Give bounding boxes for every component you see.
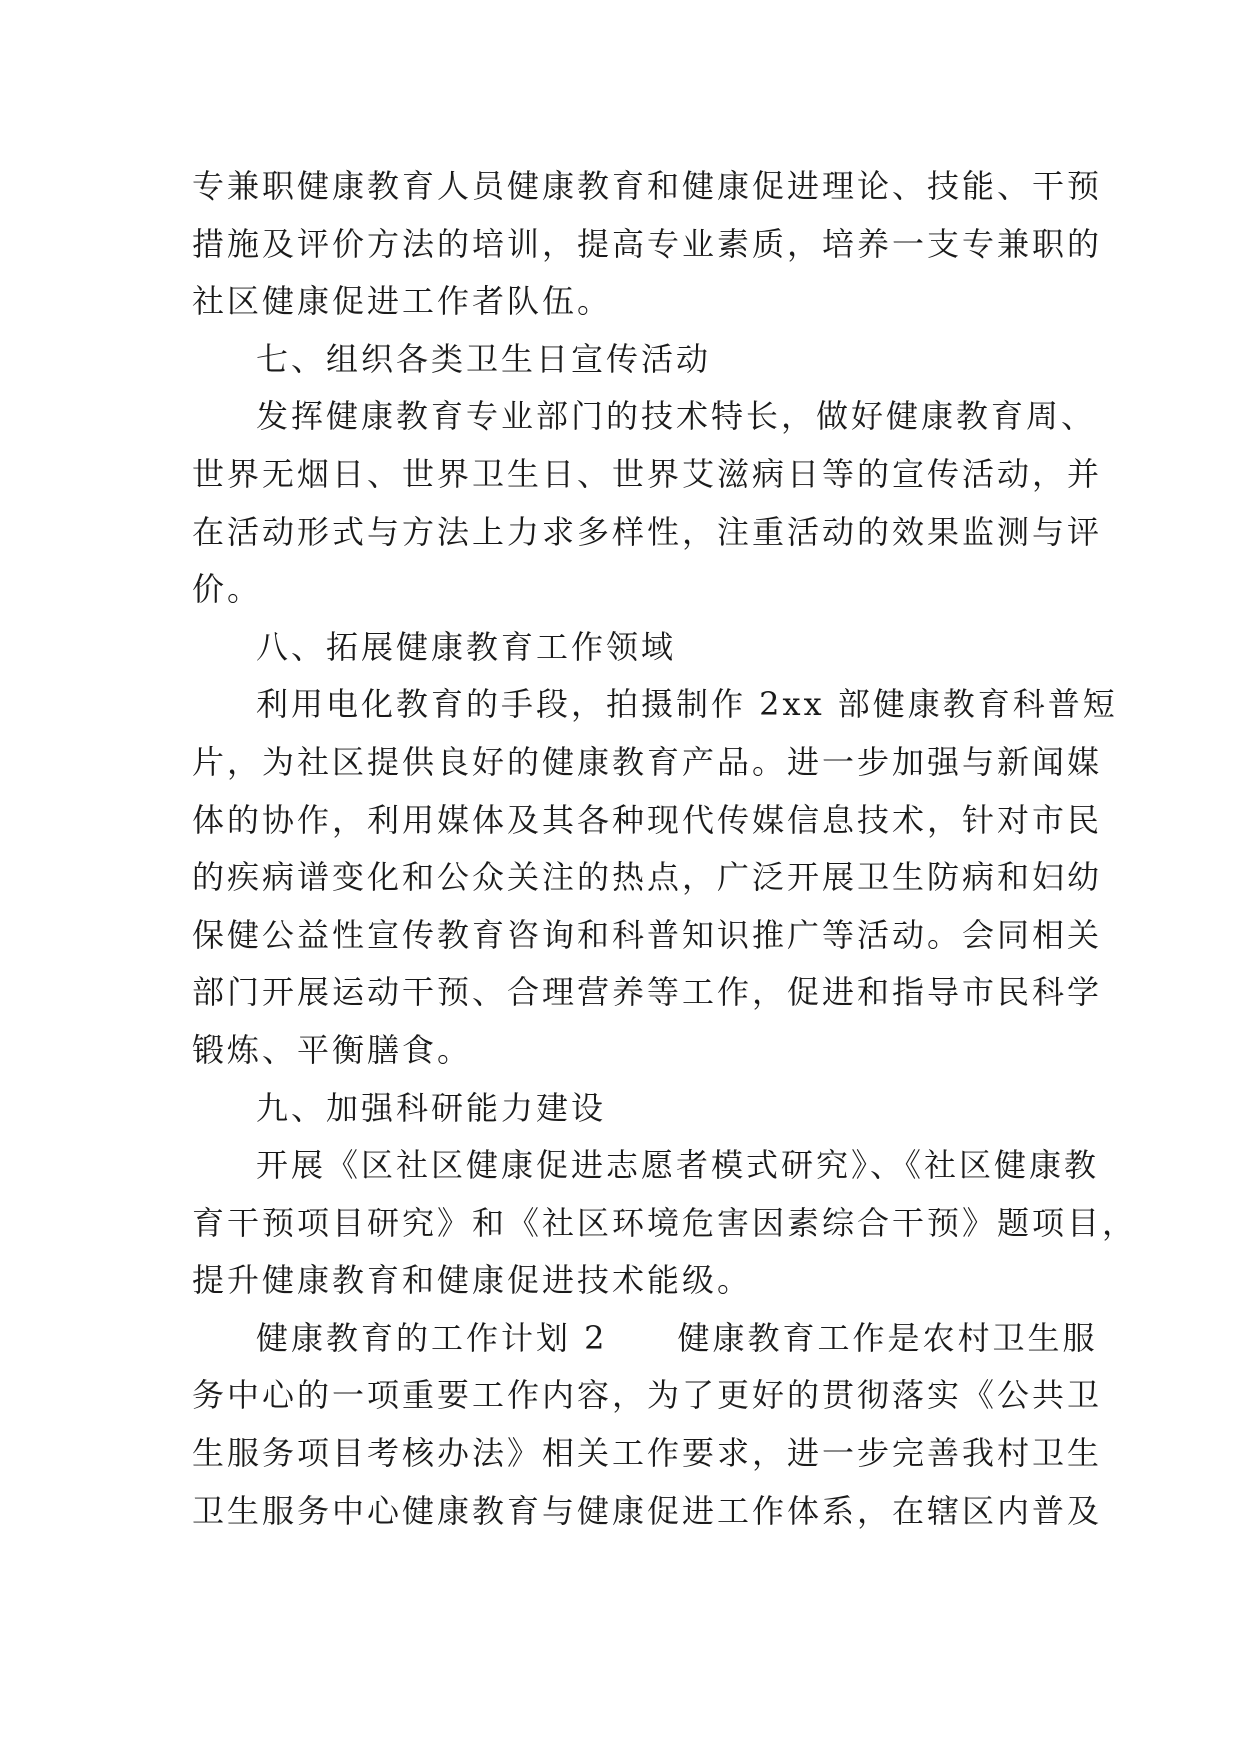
text-line: 专兼职健康教育人员健康教育和健康促进理论、技能、干预: [192, 167, 1103, 205]
text-line: 利用电化教育的手段，拍摄制作 2xx 部健康教育科普短: [256, 685, 1118, 724]
section-heading: 八、拓展健康教育工作领域: [256, 627, 677, 666]
text-line: 锻炼、平衡膳食。: [192, 1030, 473, 1069]
text-line: 生服务项目考核办法》相关工作要求，进一步完善我村卫生: [192, 1434, 1103, 1473]
text-line: 体的协作，利用媒体及其各种现代传媒信息技术，针对市民: [192, 800, 1103, 839]
text-line: 发挥健康教育专业部门的技术特长，做好健康教育周、: [256, 397, 1097, 436]
text-line: 价。: [192, 570, 263, 609]
text-line: 健康教育的工作计划 2 健康教育工作是农村卫生服: [256, 1318, 1098, 1357]
text-line: 育干预项目研究》和《社区环境危害因素综合干预》题项目，: [192, 1203, 1138, 1242]
text-line: 务中心的一项重要工作内容，为了更好的贯彻落实《公共卫: [192, 1376, 1103, 1415]
text-line: 在活动形式与方法上力求多样性，注重活动的效果监测与评: [192, 512, 1103, 551]
text-line: 开展《区社区健康促进志愿者模式研究》、《社区健康教: [256, 1146, 1100, 1185]
text-line: 部门开展运动干预、合理营养等工作，促进和指导市民科学: [192, 973, 1103, 1012]
text-line: 措施及评价方法的培训，提高专业素质，培养一支专兼职的: [192, 224, 1103, 263]
text-line: 提升健康教育和健康促进技术能级。: [192, 1261, 753, 1300]
text-line: 片，为社区提供良好的健康教育产品。进一步加强与新闻媒: [192, 742, 1103, 781]
text-line: 卫生服务中心健康教育与健康促进工作体系，在辖区内普及: [192, 1491, 1103, 1530]
text-line: 社区健康促进工作者队伍。: [192, 282, 613, 321]
text-line: 的疾病谱变化和公众关注的热点，广泛开展卫生防病和妇幼: [192, 858, 1103, 897]
document-body: [192, 158, 1138, 1540]
section-heading: 七、组织各类卫生日宣传活动: [256, 339, 712, 378]
text-line: 世界无烟日、世界卫生日、世界艾滋病日等的宣传活动，并: [192, 454, 1103, 493]
section-heading: 九、加强科研能力建设: [256, 1088, 607, 1127]
text-line: 保健公益性宣传教育咨询和科普知识推广等活动。会同相关: [192, 915, 1103, 954]
